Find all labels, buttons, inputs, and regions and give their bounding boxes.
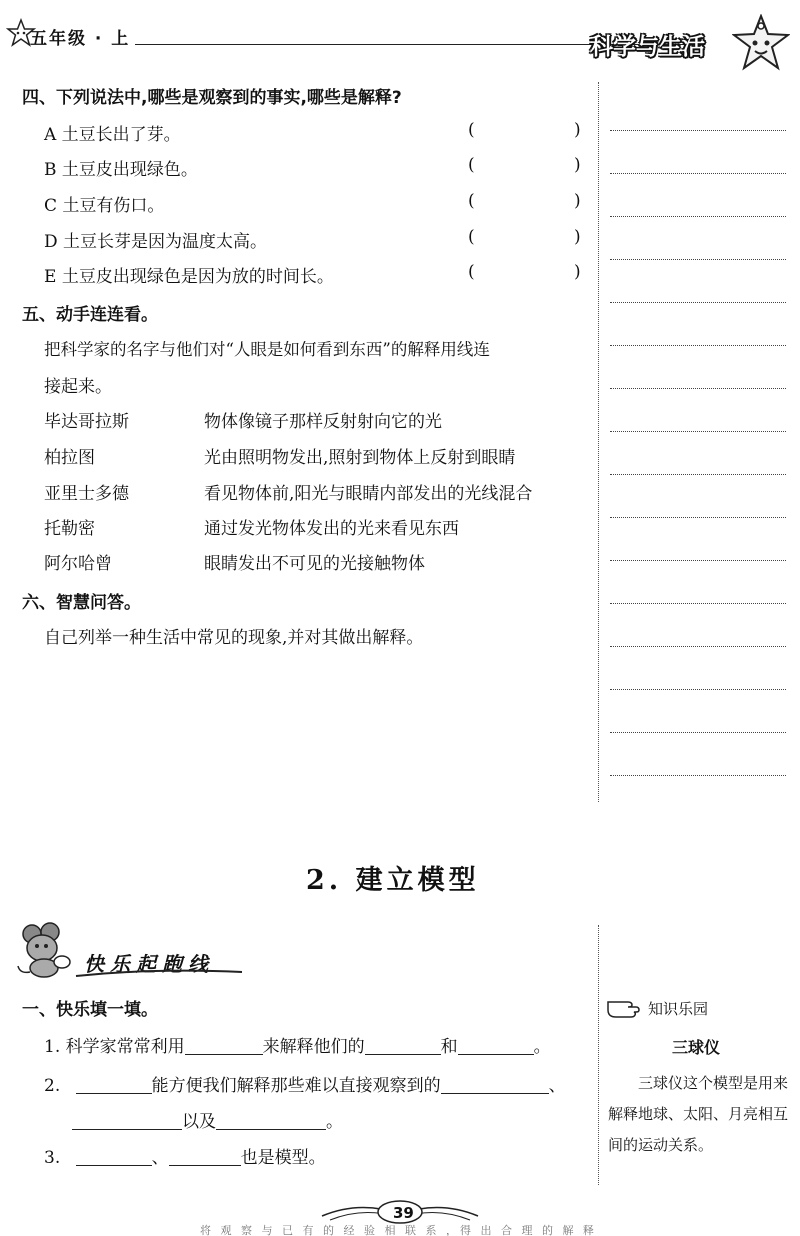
answer-blank[interactable] [365, 1037, 441, 1055]
item-text: D 土豆长芽是因为温度太高。 [44, 232, 268, 252]
scientist-name[interactable]: 亚里士多德 [44, 484, 129, 504]
section4-title: 四、下列说法中,哪些是观察到的事实,哪些是解释? [22, 88, 402, 108]
chapter-title: 2. 建立模型 [306, 865, 480, 896]
answer-blank[interactable] [458, 1037, 534, 1055]
answer-blank[interactable] [169, 1148, 241, 1166]
answer-blank[interactable] [216, 1112, 326, 1130]
answer-blank[interactable] [185, 1037, 263, 1055]
section5-title: 五、动手连连看。 [22, 305, 158, 325]
q-text: 和 [440, 1037, 458, 1057]
q-number: 3. [44, 1148, 61, 1168]
section5-intro-cont: 接起来。 [44, 377, 112, 397]
answer-blank[interactable] [72, 1112, 182, 1130]
scientist-explanation[interactable]: 看见物体前,阳光与眼睛内部发出的光线混合 [204, 484, 533, 504]
answer-paren-close: ) [574, 120, 581, 140]
answer-paren-close: ) [574, 262, 581, 282]
section6-title: 六、智慧问答。 [22, 593, 141, 613]
sidebar-title: 知识乐园 [648, 1000, 709, 1018]
answer-blank[interactable] [441, 1076, 549, 1094]
scientist-explanation[interactable]: 通过发光物体发出的光来看见东西 [204, 519, 459, 539]
question-1 [44, 1032, 551, 1057]
sidebar-body: 三球仪这个模型是用来解释地球、太阳、月亮相互间的运动关系。 [608, 1074, 789, 1154]
answer-blank[interactable] [76, 1076, 152, 1094]
fill-title: 一、快乐填一填。 [22, 1000, 158, 1020]
section5-intro: 把科学家的名字与他们对“人眼是如何看到东西”的解释用线连 [44, 340, 490, 359]
item-text: B 土豆皮出现绿色。 [44, 160, 198, 180]
q-text: 也是模型。 [240, 1148, 326, 1168]
q-number: 1. [44, 1037, 61, 1057]
answer-blank[interactable] [76, 1148, 152, 1166]
scientist-name[interactable]: 毕达哥拉斯 [44, 412, 129, 432]
answer-paren-open[interactable]: ( [468, 262, 475, 282]
answer-paren-close: ) [574, 155, 581, 175]
question-2-cont [72, 1107, 343, 1132]
item-text: C 土豆有伤口。 [44, 196, 165, 216]
answer-paren-open[interactable]: ( [468, 227, 475, 247]
q-number: 2. [44, 1076, 61, 1096]
pointing-hand-icon [606, 994, 646, 1020]
sidebar-subtitle: 三球仪 [672, 1038, 721, 1057]
section6-question: 自己列举一种生活中常见的现象,并对其做出解释。 [44, 628, 424, 648]
q-text: 。 [326, 1112, 343, 1132]
scientist-explanation[interactable]: 眼睛发出不可见的光接触物体 [204, 554, 425, 574]
page-number: 39 [393, 1204, 414, 1222]
footer-text: 将 观 察 与 已 有 的 经 验 相 联 系 ，得 出 合 理 的 解 释 [200, 1224, 597, 1236]
scientist-explanation[interactable]: 物体像镜子那样反射射向它的光 [204, 412, 442, 432]
answer-paren-open[interactable]: ( [468, 155, 475, 175]
answer-paren-close: ) [574, 227, 581, 247]
q-text: 来解释他们的 [262, 1037, 365, 1057]
question-3 [44, 1143, 326, 1168]
answer-paren-open[interactable]: ( [468, 191, 475, 211]
sidebar-divider [598, 925, 599, 1185]
mouse-mascot-icon [16, 922, 78, 980]
scientist-name[interactable]: 阿尔哈曾 [44, 554, 112, 574]
header-grade: 五年级 · 上 [30, 29, 131, 49]
answer-paren-close: ) [574, 191, 581, 211]
q-text: 科学家常常利用 [65, 1037, 185, 1057]
scientist-name[interactable]: 托勒密 [44, 519, 95, 539]
answer-paren-open[interactable]: ( [468, 120, 475, 140]
notes-column-divider [598, 82, 599, 802]
banner-label: 快乐起跑线 [84, 952, 214, 976]
banner-swoosh [74, 966, 244, 980]
q-text: 、 [548, 1076, 566, 1096]
question-2 [44, 1071, 566, 1096]
q-text: 。 [533, 1037, 551, 1057]
q-text: 以及 [182, 1112, 216, 1132]
q-text: 能方便我们解释那些难以直接观察到的 [151, 1076, 441, 1096]
mascot-star-icon [732, 14, 790, 72]
scientist-name[interactable]: 柏拉图 [44, 448, 95, 468]
header-brand: 科学与生活 [590, 34, 705, 60]
item-text: A 土豆长出了芽。 [44, 125, 181, 145]
q-text: 、 [151, 1148, 169, 1168]
scientist-explanation[interactable]: 光由照明物发出,照射到物体上反射到眼睛 [204, 448, 516, 468]
item-text: E 土豆皮出现绿色是因为放的时间长。 [44, 267, 334, 287]
